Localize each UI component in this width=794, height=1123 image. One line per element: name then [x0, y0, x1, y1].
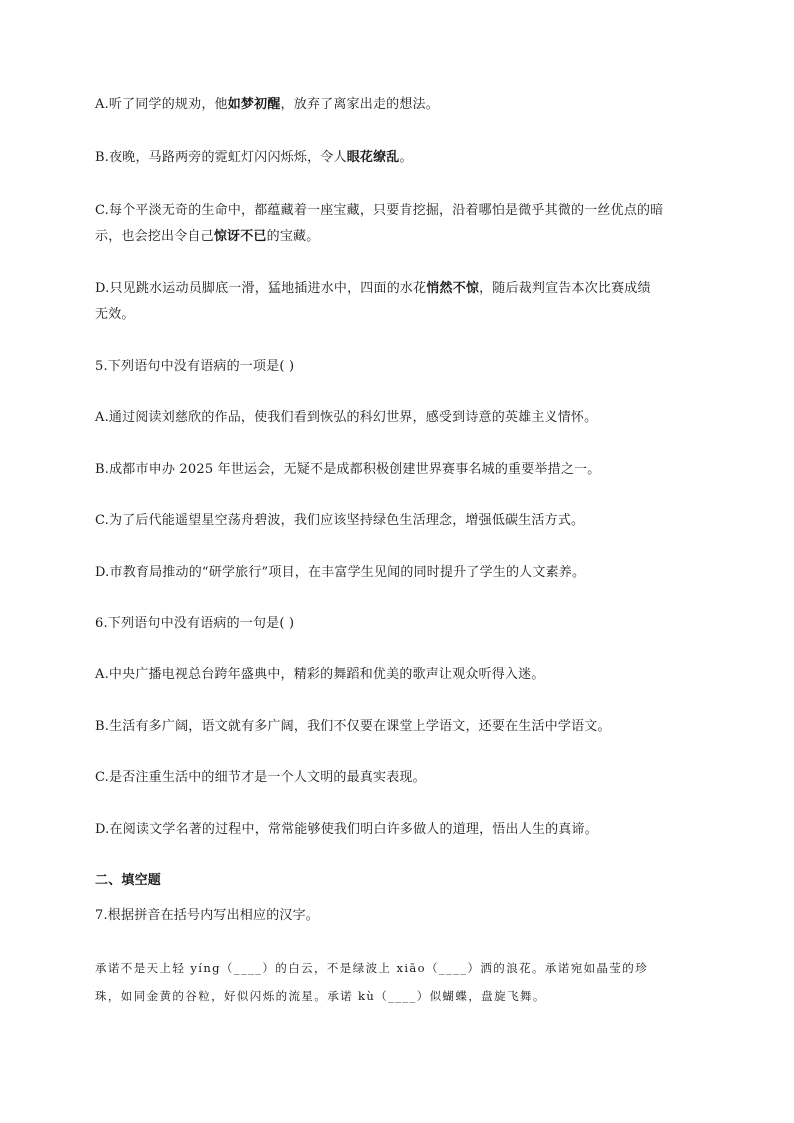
q6-option-b: B.生活有多广阔，语文就有多广阔，我们不仅要在课堂上学语文，还要在生活中学语文。	[95, 719, 611, 734]
q5-stem: 5.下列语句中没有语病的一项是( )	[95, 359, 295, 374]
q4-option-a: A.听了同学的规劝，他如梦初醒，放弃了离家出走的想法。	[95, 97, 439, 112]
q4-option-b: B.夜晚，马路两旁的霓虹灯闪闪烁烁，令人眼花缭乱。	[95, 150, 413, 165]
q7-stem: 7.根据拼音在括号内写出相应的汉字。	[95, 908, 320, 923]
q6-option-c: C.是否注重生活中的细节才是一个人文明的最真实表现。	[95, 770, 426, 785]
section-heading: 二、填空题	[95, 873, 162, 888]
q5-option-b: B.成都市申办 2025 年世运会，无疑不是成都积极创建世界赛事名城的重要举措之一。	[95, 462, 601, 477]
q7-passage-line2: 珠，如同金黄的谷粒，好似闪烁的流星。承诺 kù（____）似蝴蝶，盘旋飞舞。	[95, 989, 546, 1003]
q4-option-d-line1: D.只见跳水运动员脚底一滑，猛地插进水中，四面的水花悄然不惊，随后裁判宣告本次比赛成绩	[95, 281, 651, 296]
q6-option-a: A.中央广播电视总台跨年盛典中，精彩的舞蹈和优美的歌声让观众听得入迷。	[95, 667, 545, 682]
q7-passage-line1: 承诺不是天上轻 yíng（____）的白云，不是绿波上 xiāo（____）洒的浪花。承诺宛如晶莹的珍	[95, 961, 649, 975]
q5-option-a: A.通过阅读刘慈欣的作品，使我们看到恢弘的科幻世界，感受到诗意的英雄主义情怀。	[95, 410, 598, 425]
q6-option-d: D.在阅读文学名著的过程中，常常能够使我们明白许多做人的道理，悟出人生的真谛。	[95, 822, 598, 837]
q4-option-d-line2: 无效。	[95, 307, 135, 322]
q6-stem: 6.下列语句中没有语病的一句是( )	[95, 616, 295, 631]
q4-option-c-line1: C.每个平淡无奇的生命中，都蕴藏着一座宝藏，只要肯挖掘，沿着哪怕是微乎其微的一丝优点的暗	[95, 203, 664, 218]
q5-option-c: C.为了后代能遥望星空荡舟碧波，我们应该坚持绿色生活理念，增强低碳生活方式。	[95, 513, 585, 528]
q5-option-d: D.市教育局推动的“研学旅行”项目，在丰富学生见闻的同时提升了学生的人文素养。	[95, 565, 586, 580]
q4-option-c-line2: 示，也会挖出令自己惊讶不已的宝藏。	[95, 229, 320, 244]
